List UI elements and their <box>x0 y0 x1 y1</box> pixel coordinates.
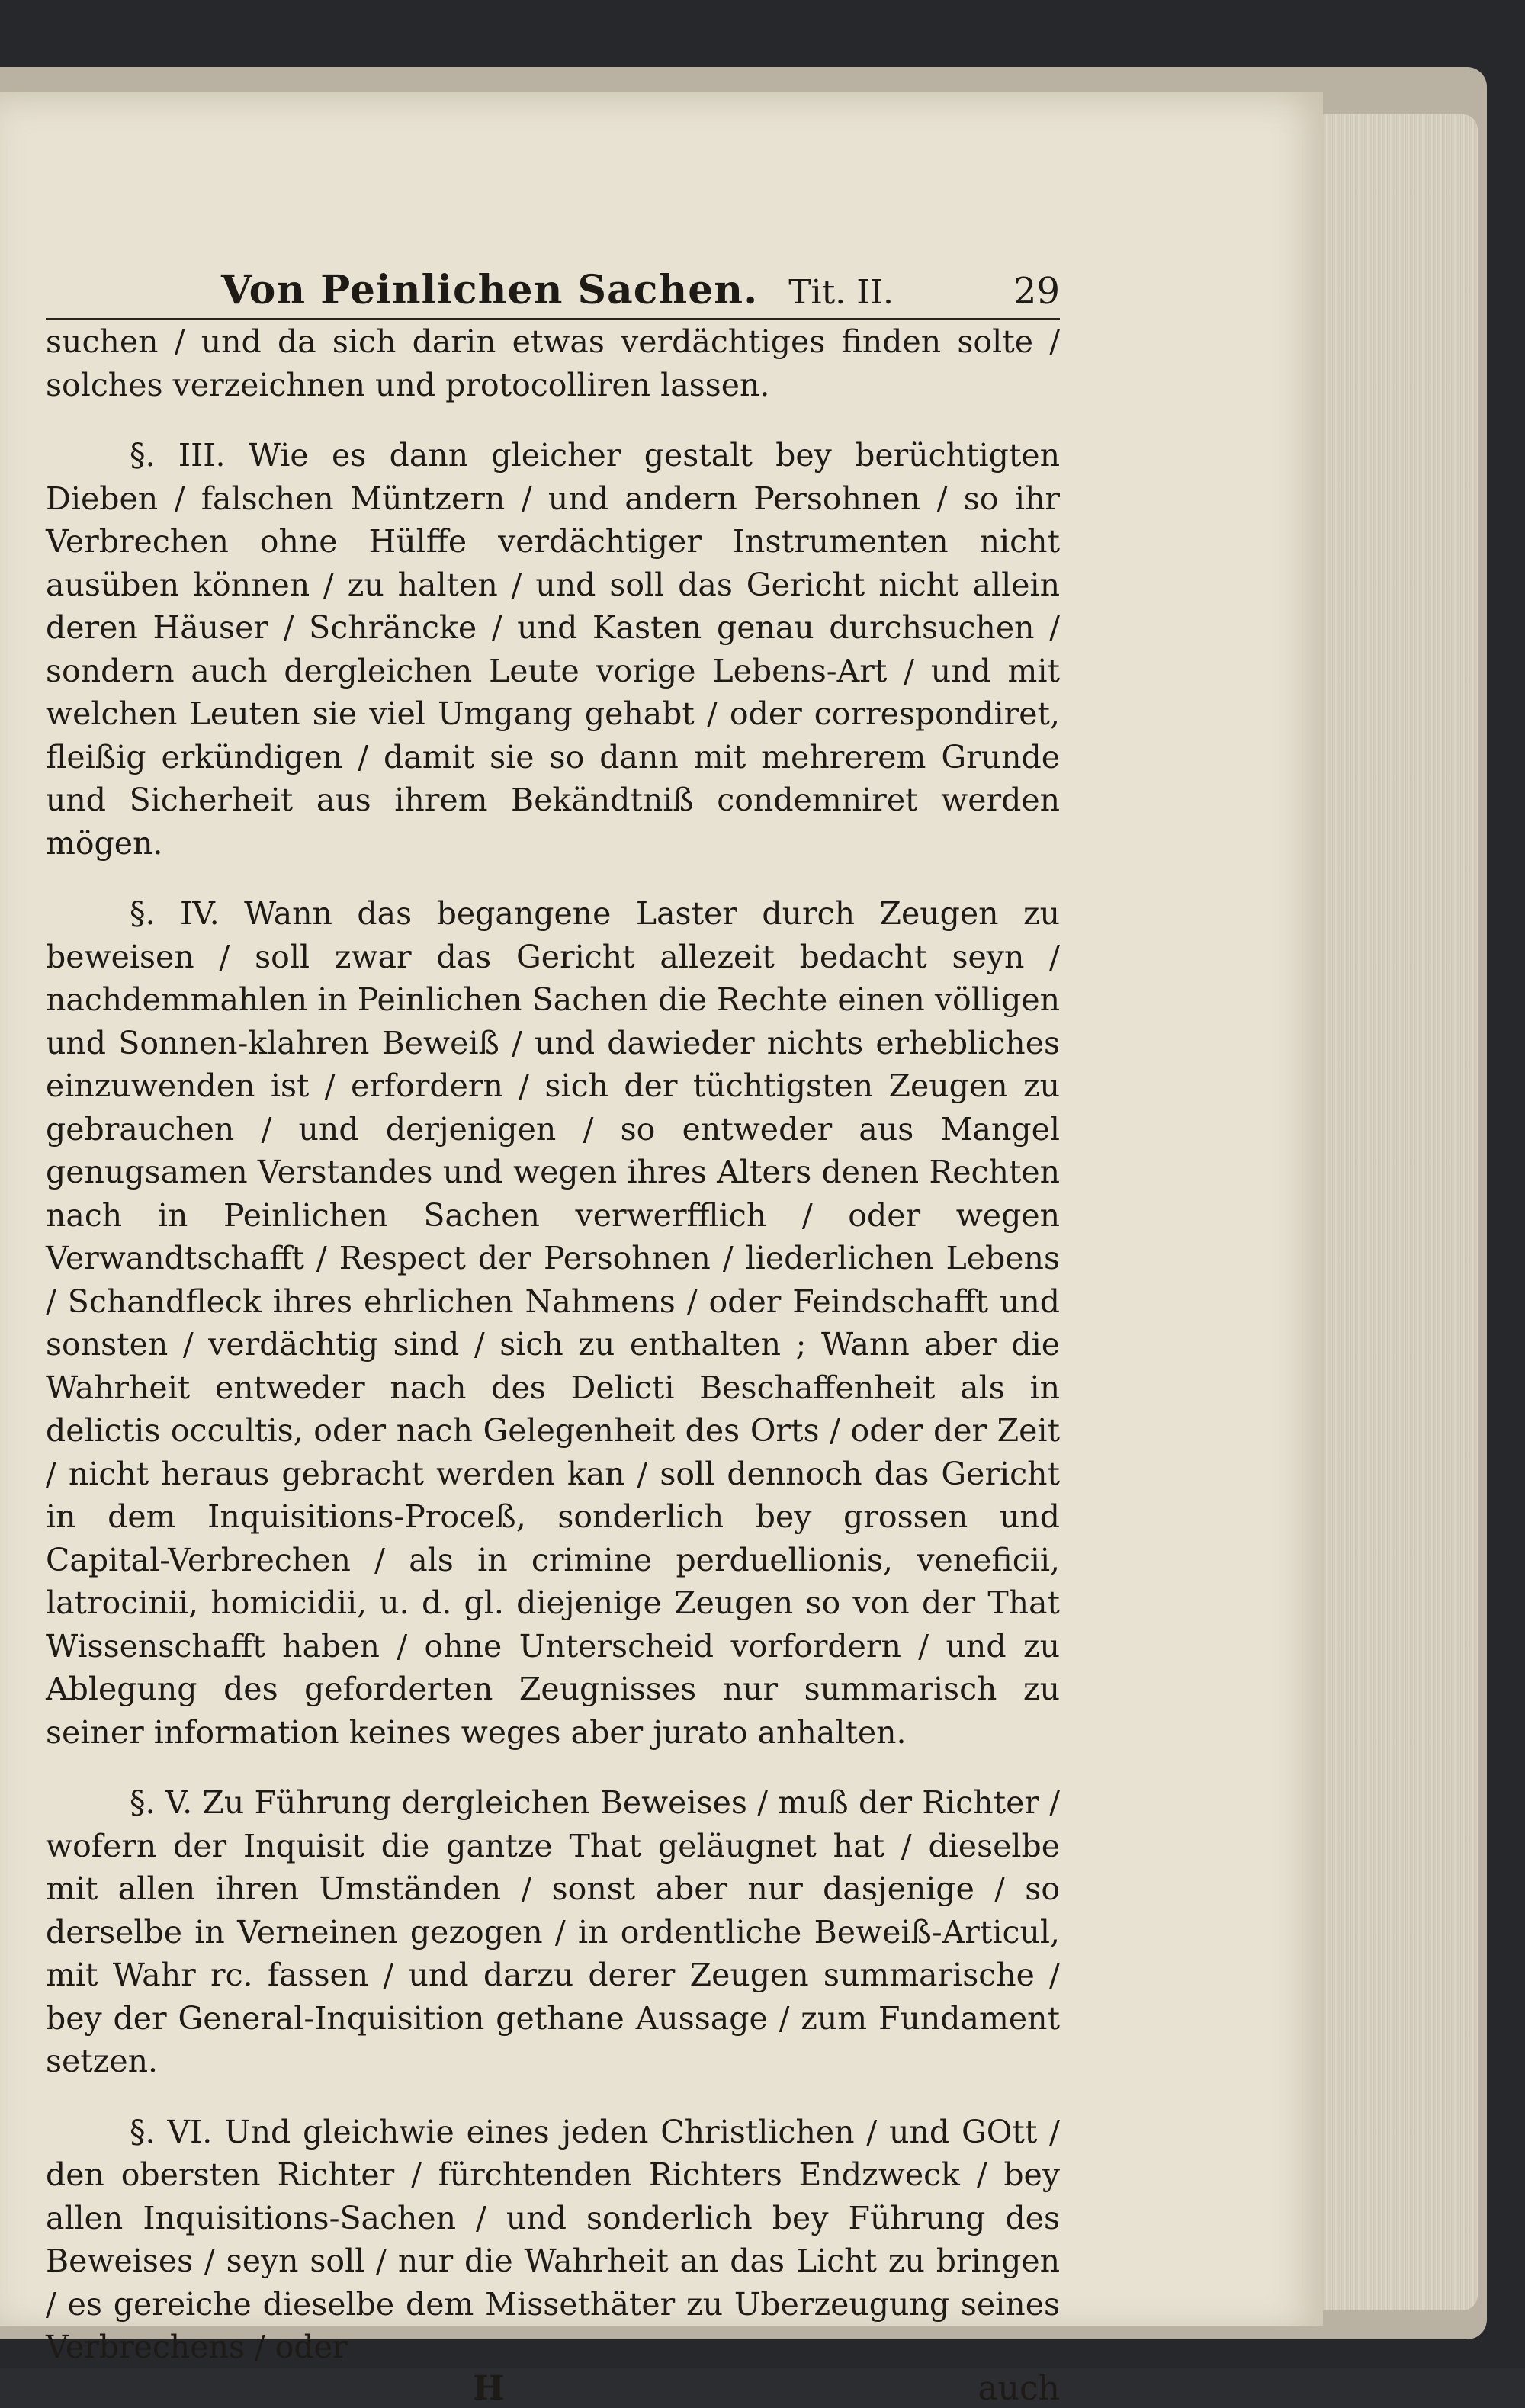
page-header <box>46 267 1060 320</box>
header-group <box>46 267 894 313</box>
page-number: 29 <box>1013 270 1060 313</box>
title-reference: Tit. II. <box>788 273 894 312</box>
paragraph-gap <box>46 406 1060 434</box>
paragraph-continuation: suchen / und da sich darin etwas verdächtiges finden solte / solches verzeichnen und protocolliren lassen. <box>46 323 1060 403</box>
signature-mark: H <box>473 2368 505 2408</box>
paragraph-section-3: §. III. Wie es dann gleicher gestalt bey berüchtigten Dieben / falschen Müntzern / und andern Persohnen / so ihr Verbrechen ohne Hülffe verdächtiger Instrumenten nicht ausüben können / zu halten / und soll das Gericht nicht allein deren Häuser / Schräncke / und Kasten genau durchsuchen / sondern auch dergleichen Leute vorige Lebens-Art / und mit welchen Leuten sie viel Umgang gehabt / oder correspondiret, fleißig erkündigen / damit sie so dann mit mehrerem Grunde und Sicherheit aus ihrem Bekändtniß condemniret werden mögen. <box>46 437 1060 862</box>
text-block <box>46 267 1060 2408</box>
paragraph-gap <box>46 1754 1060 1781</box>
page-edges <box>1296 114 1478 2310</box>
running-title: Von Peinlichen Sachen. <box>221 267 759 313</box>
paragraph-section-4: §. IV. Wann das begangene Laster durch Zeugen zu beweisen / soll zwar das Gericht allezeit bedacht seyn / nachdemmahlen in Peinlichen Sachen die Rechte einen völligen und Sonnen-klahren Beweiß / und dawieder nichts erhebliches einzuwenden ist / erfordern / sich der tüchtigsten Zeugen zu gebrauchen / und derjenigen / so entweder aus Mangel genugsamen Verstandes und wegen ihres Alters denen Rechten nach in Peinlichen Sachen verwerfflich / oder wegen Verwandtschafft / Respect der Persohnen / liederlichen Lebens / Schandfleck ihres ehrlichen Nahmens / oder Feindschafft und sonsten / verdächtig sind / sich zu enthalten ; Wann aber die Wahrheit entweder nach des Delicti Beschaffenheit als in delictis occultis, oder nach Gelegenheit des Orts / oder der Zeit / nicht heraus gebracht werden kan / soll dennoch das Gericht in dem Inquisitions-Proceß, sonderlich bey grossen und Capital-Verbrechen / als in crimine perduellionis, veneficii, latrocinii, homicidii, u. d. gl. diejenige Zeugen so von der That Wissenschafft haben / ohne Unterscheid vorfordern / und zu Ablegung des geforderten Zeugnisses nur summarisch zu seiner information keines weges aber jurato anhalten. <box>46 895 1060 1751</box>
book-page <box>0 92 1323 2408</box>
paragraph-section-5: §. V. Zu Führung dergleichen Beweises / muß der Richter / wofern der Inquisit die gantze That geläugnet hat / dieselbe mit allen ihren Umständen / sonst aber nur dasjenige / so derselbe in Verneinen gezogen / in ordentliche Beweiß-Articul, mit Wahr rc. fassen / und darzu derer Zeugen summarische / bey der General-Inquisition gethane Aussage / zum Fundament setzen. <box>46 1784 1060 2079</box>
catchword: auch <box>978 2368 1060 2408</box>
paragraph-gap <box>46 2083 1060 2111</box>
paragraph-section-6: §. VI. Und gleichwie eines jeden Christlichen / und GOtt / den obersten Richter / fürchtenden Richters Endzweck / bey allen Inquisitions-Sachen / und sonderlich bey Führung des Beweises / seyn soll / nur die Wahrheit an das Licht zu bringen / es gereiche dieselbe dem Missethäter zu Uberzeugung seines Verbrechens / oder <box>46 2113 1060 2365</box>
page-footer <box>46 2369 1060 2408</box>
paragraph-gap <box>46 865 1060 892</box>
